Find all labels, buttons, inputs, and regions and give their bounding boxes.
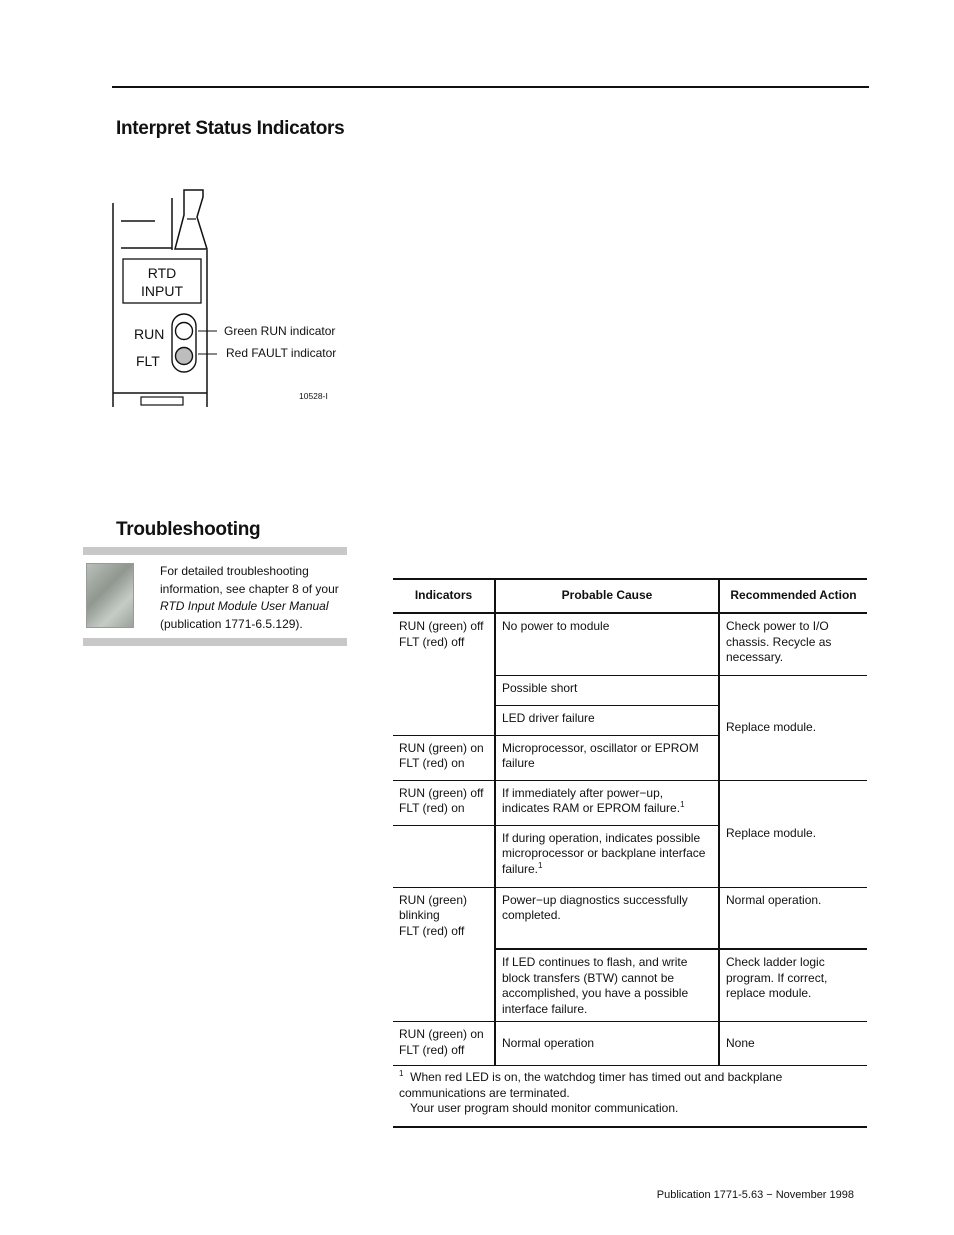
footnote-marker: 1 — [399, 1069, 404, 1078]
figure-id: 10528-I — [299, 391, 328, 401]
module-diagram — [105, 185, 355, 415]
indicator-cell — [393, 735, 495, 780]
manual-thumbnail-icon — [86, 563, 134, 628]
indicator-cell — [393, 887, 495, 1022]
indicator-cell-empty — [393, 825, 495, 887]
indicator-line: FLT (red) on — [399, 801, 465, 815]
action-cell: Replace module. — [719, 675, 867, 780]
note-line4: (publication 1771-6.5.129). — [160, 616, 303, 631]
table-header-row — [393, 579, 867, 613]
table-row — [393, 887, 867, 949]
publication-footer: Publication 1771-5.63 − November 1998 — [656, 1189, 854, 1201]
cause-text: If immediately after power−up, indicates RAM or EPROM failure. — [502, 785, 681, 815]
table-footnote — [393, 1066, 867, 1127]
indicator-cell — [393, 1022, 495, 1066]
flt-label: FLT — [136, 353, 160, 369]
indicator-line: FLT (red) on — [399, 756, 465, 770]
callout-flt-text: Red FAULT indicator — [226, 346, 337, 360]
module-slot — [141, 397, 183, 405]
cause-cell: If LED continues to flash, and write block transfers (BTW) cannot be accomplished, you have a possible interface failure. — [495, 949, 719, 1022]
callout-run-text: Green RUN indicator — [224, 324, 336, 338]
module-label-line2: INPUT — [141, 283, 183, 299]
indicator-line: blinking — [399, 908, 440, 922]
header-probable-cause: Probable Cause — [495, 579, 719, 613]
footnote-ref: 1 — [538, 860, 543, 870]
action-cell: Check ladder logic program. If correct, replace module. — [719, 949, 867, 1022]
action-cell: None — [719, 1022, 867, 1066]
indicator-cell — [393, 613, 495, 735]
action-cell: Normal operation. — [719, 887, 867, 949]
indicator-line: FLT (red) off — [399, 1042, 465, 1057]
table-row — [393, 613, 867, 675]
run-label: RUN — [134, 326, 165, 342]
note-top-bar — [83, 547, 347, 555]
note-line2: information, see chapter 8 of your — [160, 581, 339, 596]
cause-cell: Normal operation — [495, 1022, 719, 1066]
module-label-line1: RTD — [147, 265, 177, 281]
footnote-text2: Your user program should monitor communication. — [410, 1101, 679, 1115]
header-recommended-action: Recommended Action — [719, 579, 867, 613]
run-led — [176, 323, 193, 340]
section-title-troubleshooting: Troubleshooting — [116, 519, 261, 540]
note-line1: For detailed troubleshooting — [160, 564, 309, 578]
indicator-line: RUN (green) off — [399, 785, 484, 800]
indicator-cell — [393, 780, 495, 825]
table-footnote-row — [393, 1066, 867, 1127]
header-indicators: Indicators — [393, 579, 495, 613]
cause-cell: Possible short — [495, 675, 719, 705]
note-bottom-bar — [83, 638, 347, 646]
module-label — [123, 264, 201, 300]
cause-text: If during operation, indicates possible microprocessor or backplane interface failure. — [502, 830, 706, 876]
section-title-status-indicators: Interpret Status Indicators — [116, 118, 345, 139]
action-cell: Replace module. — [719, 780, 867, 887]
note-text — [160, 563, 350, 633]
cause-cell: Power−up diagnostics successfully completed. — [495, 887, 719, 949]
cause-cell — [495, 825, 719, 887]
table-row — [393, 780, 867, 825]
indicator-line: RUN (green) on — [399, 740, 484, 755]
footnote-text1: When red LED is on, the watchdog timer has timed out and backplane communications are terminated. — [399, 1070, 783, 1100]
table-row — [393, 1022, 867, 1066]
footnote-ref: 1 — [680, 800, 685, 809]
cause-cell: No power to module — [495, 613, 719, 675]
indicator-line: RUN (green) — [399, 892, 468, 907]
top-rule — [112, 86, 869, 88]
flt-led — [176, 348, 193, 365]
cause-cell: Microprocessor, oscillator or EPROM failure — [495, 735, 719, 780]
cause-cell — [495, 780, 719, 825]
action-cell: Check power to I/O chassis. Recycle as necessary. — [719, 613, 867, 675]
indicator-line: RUN (green) on — [399, 1027, 484, 1041]
cause-cell: LED driver failure — [495, 705, 719, 735]
indicator-line: FLT (red) off — [399, 923, 465, 938]
indicator-line: FLT (red) off — [399, 634, 465, 649]
indicator-line: RUN (green) off — [399, 619, 484, 633]
note-manual-title: RTD Input Module User Manual — [160, 599, 329, 613]
troubleshooting-table — [393, 578, 867, 1128]
